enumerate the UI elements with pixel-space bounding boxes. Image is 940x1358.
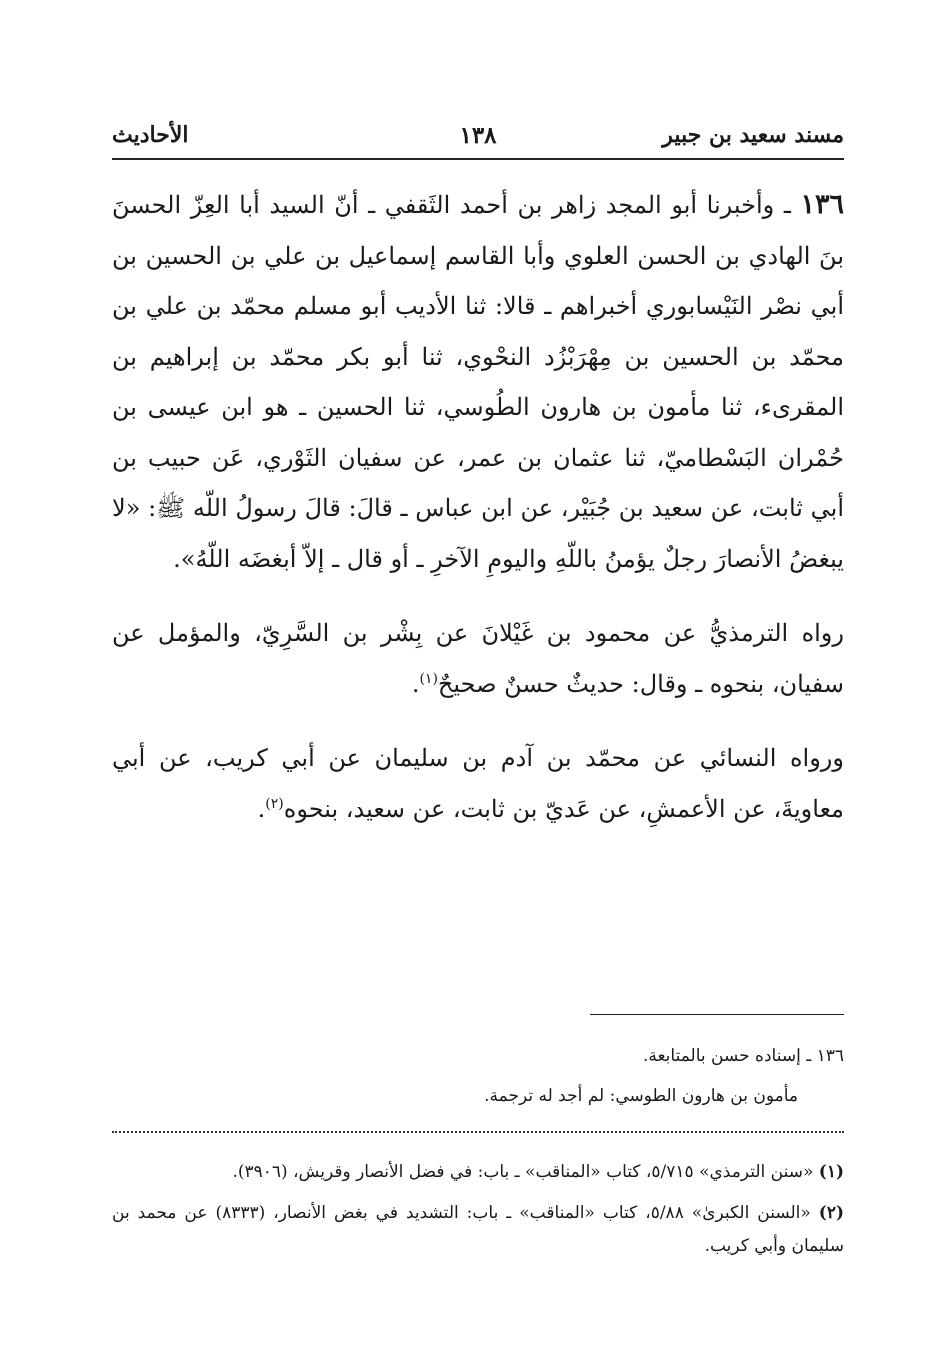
running-header — [112, 122, 844, 160]
grading-notes — [112, 1036, 844, 1116]
hadith-paragraph — [112, 180, 844, 584]
footnotes — [112, 1156, 844, 1271]
takhrij-end: . — [411, 669, 420, 698]
footnote-marker: (١) — [818, 1162, 844, 1182]
takhrij-paragraph-2 — [112, 733, 844, 834]
page-number: ١٣٨ — [459, 122, 497, 149]
section-title: الأحاديث — [112, 122, 189, 148]
footnote-marker: (٢) — [818, 1203, 845, 1223]
footnote-divider — [590, 1014, 844, 1015]
takhrij-text: ورواه النسائي عن محمّد بن آدم بن سليمان عن أبي كريب، عن أبي معاويةَ، عن الأعمشِ، عن عَديّ بن ثابت، عن سعيد، بنحوه — [112, 744, 844, 823]
takhrij-paragraph-1 — [112, 608, 844, 709]
hadith-number: ١٣٦ — [800, 189, 844, 220]
takhrij-end: . — [257, 794, 266, 823]
hadith-text: ـ وأخبرنا أبو المجد زاهر بن أحمد الثَقفي ـ أنّ السيد أبا العِزّ الحسنَ بنَ الهادي بن الحسن العلوي وأبا القاسم إسماعيل بن علي بن الحسين بن أبي نصْر النَيْسابوري أخبراهم ـ قالا: ثنا الأديب أبو مسلم محمّد بن علي بن محمّد بن الحسين بن مِهْرَبْزُد النحْوي، ثنا أبو بكر محمّد بن إبراهيم بن المقرىء، ثنا مأمون بن هارون الطُوسي، ثنا الحسين ـ هو ابن عيسى بن حُمْران البَسْطاميّ، ثنا عثمان بن عمر، عن سفيان الثَوْري، عَن حبيب بن أبي ثابت، عن سعيد بن جُبَيْر، عن ابن عباس ـ قالَ: قالَ رسولُ اللّه ﷺ: «لا يبغضُ الأنصارَ رجلٌ يؤمنُ باللّهِ واليومِ الآخرِ ـ أو قال ـ إلاّ أبغضَه اللّهُ». — [112, 191, 844, 573]
takhrij-text: رواه الترمذيُّ عن محمود بن غَيْلانَ عن بِشْر بن السَّرِيّ، والمؤمل عن سفيان، بنحوه ـ وقال: حديثٌ حسنٌ صحيحٌ — [112, 619, 844, 698]
footnote-text: «السنن الكبرىٰ» ٥/٨٨، كتاب «المناقب» ـ باب: التشديد في بغض الأنصار، (٨٣٣٣) عن محمد بن سليمان وأبي كريب. — [112, 1203, 844, 1256]
footnote-text: «سنن الترمذي» ٥/٧١٥، كتاب «المناقب» ـ باب: في فضل الأنصار وقريش، (٣٩٠٦). — [232, 1162, 814, 1182]
footnote-1 — [112, 1156, 844, 1189]
book-title: مسند سعيد بن جبير — [662, 122, 844, 148]
grading-line: مأمون بن هارون الطوسي: لم أجد له ترجمة. — [484, 1086, 798, 1106]
main-text — [112, 180, 844, 834]
footnote-ref-2[interactable]: (٢) — [265, 795, 284, 812]
grading-line: ١٣٦ ـ إسناده حسن بالمتابعة. — [642, 1046, 844, 1066]
footnote-ref-1[interactable]: (١) — [419, 670, 438, 687]
footnote-2 — [112, 1197, 844, 1263]
dotted-divider — [112, 1131, 844, 1133]
